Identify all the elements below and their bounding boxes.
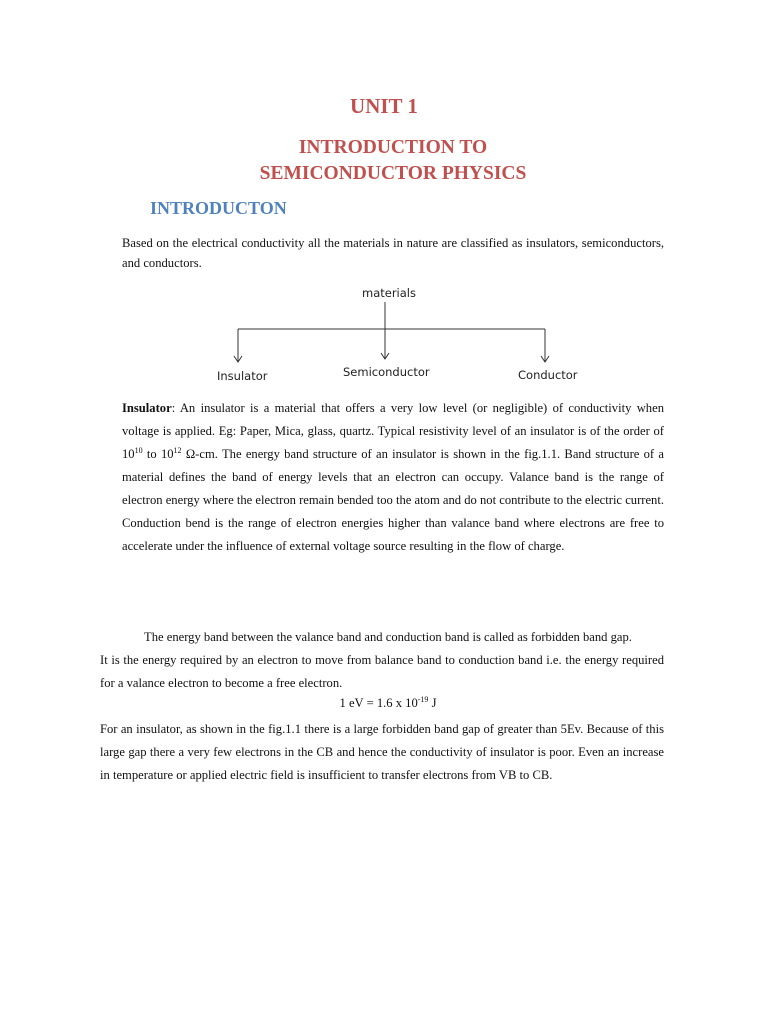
resistivity-high-exponent: 12 [173, 445, 182, 455]
resistivity-high-base: 10 [160, 447, 174, 461]
unit-heading: UNIT 1 [350, 94, 418, 118]
intro-paragraph: Based on the electrical conductivity all the materials in nature are classified as insulators, semiconductors, and conductors. [122, 236, 664, 270]
diagram-child-conductor: Conductor [518, 368, 578, 382]
band-gap-first-line: The energy band between the valance band and conduction band is called as forbidden band gap. [144, 630, 632, 644]
insulator-term: Insulator [122, 401, 172, 415]
insulator-text-part-2: Ω-cm. The energy band structure of an insulator is shown in the fig.1.1. Band structure of a material defines the band of energy levels that an electron can occupy. Valance band is the range of electron energy where the electron remain bended too the atom and do not contribute to the electric current. Conduction bend is the range of electron energies higher than valance band where electrons are free to accelerate under the influence of external voltage source resulting in the flow of charge. [122, 447, 664, 553]
band-gap-rest: It is the energy required by an electron to move from balance band to conduction band i.e. the energy required for a valance electron to become a free electron. [100, 653, 664, 690]
equation-unit: J [428, 696, 437, 711]
diagram-root-label: materials [362, 286, 416, 300]
insulator-text-part-1: : An insulator is a material that offers a very low level (or negligible) of conductivity when voltage is applied. Eg: Paper, Mica, glass, quartz. Typical resistivity level of an insulator is of the order of [122, 401, 664, 438]
ev-equation [0, 695, 768, 711]
diagram-child-semiconductor: Semiconductor [343, 365, 430, 379]
band-gap-paragraph [100, 626, 664, 695]
chapter-title-line-2: SEMICONDUCTOR PHYSICS [259, 163, 527, 184]
diagram-child-insulator: Insulator [217, 369, 268, 383]
chapter-title [0, 135, 768, 187]
insulator-paragraph [122, 397, 664, 558]
resistivity-low-base: 10 [122, 447, 135, 461]
resistivity-to: to [142, 447, 161, 461]
insulator-gap-paragraph: For an insulator, as shown in the fig.1.1 there is a large forbidden band gap of greater than 5Ev. Because of this large gap there a very few electrons in the CB and hence the conductivity of insulator is poor. Even an increase in temperature or applied electric field is insufficient to transfer electrons from VB to CB. [100, 722, 664, 782]
section-heading: INTRODUCTON [150, 198, 287, 218]
resistivity-low-exponent: 10 [134, 445, 143, 455]
equation-lhs: 1 eV = 1.6 x 10 [339, 696, 418, 711]
equation-exponent: -19 [417, 695, 429, 704]
chapter-title-line-1: INTRODUCTION TO [298, 137, 488, 158]
materials-classification-diagram [200, 282, 600, 392]
